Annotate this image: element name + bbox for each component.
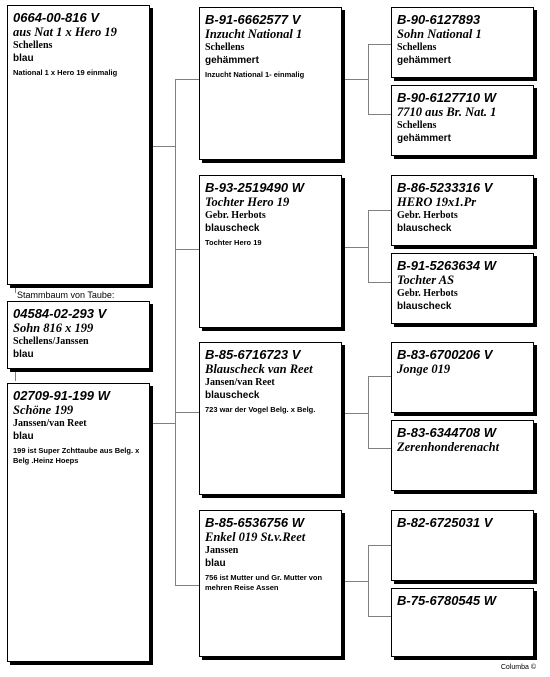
note: Tochter Hero 19 xyxy=(205,238,262,247)
connector-line xyxy=(342,79,368,80)
breeder: Janssen xyxy=(205,545,239,556)
note: Inzucht National 1- einmalig xyxy=(205,70,305,79)
pigeon-name: Jonge 019 xyxy=(397,362,451,376)
connector-line xyxy=(15,369,16,381)
ring-number: 02709-91-199 W xyxy=(13,388,110,403)
color: blau xyxy=(13,53,34,64)
pigeon-name: Zerenhonderenacht xyxy=(397,440,500,454)
connector-line xyxy=(150,146,176,147)
great-grandparent-card xyxy=(391,7,534,78)
grandparent-card xyxy=(199,342,342,495)
connector-line xyxy=(368,545,369,617)
connector-line xyxy=(368,210,393,211)
great-grandparent-card xyxy=(391,253,534,324)
breeder: Schellens/Janssen xyxy=(13,336,89,347)
connector-line xyxy=(175,412,200,413)
pigeon-name: Tochter AS xyxy=(397,273,455,287)
note: 199 ist Super Zchttaube aus Belg. x Belg .Heinz Hoeps xyxy=(13,446,140,465)
breeder: Jansen/van Reet xyxy=(205,377,275,388)
breeder: Schellens xyxy=(397,42,437,53)
connector-line xyxy=(368,114,393,115)
connector-line xyxy=(368,376,393,377)
color: gehämmert xyxy=(397,55,451,66)
great-grandparent-card xyxy=(391,175,534,246)
ring-number: B-85-6716723 V xyxy=(205,347,301,362)
pigeon-name: HERO 19x1.Pr xyxy=(397,195,477,209)
connector-line xyxy=(368,210,369,283)
connector-line xyxy=(175,79,176,585)
great-grandparent-card xyxy=(391,588,534,657)
color: blauscheck xyxy=(205,223,260,234)
ring-number: 04584-02-293 V xyxy=(13,306,107,321)
ring-number: B-82-6725031 V xyxy=(397,515,493,530)
color: blau xyxy=(13,431,34,442)
color: blauscheck xyxy=(205,390,260,401)
grandparent-card xyxy=(199,175,342,328)
connector-line xyxy=(368,545,393,546)
connector-line xyxy=(368,44,369,115)
great-grandparent-card xyxy=(391,342,534,413)
connector-line xyxy=(175,249,200,250)
connector-line xyxy=(150,423,176,424)
breeder: Schellens xyxy=(205,42,245,53)
breeder: Janssen/van Reet xyxy=(13,418,87,429)
connector-line xyxy=(175,79,200,80)
connector-line xyxy=(368,376,369,449)
pigeon-name: Enkel 019 St.v.Reet xyxy=(205,530,306,544)
color: blau xyxy=(13,349,34,360)
note: 756 ist Mutter und Gr. Mutter von mehren Reise Assen xyxy=(205,573,323,592)
great-grandparent-card xyxy=(391,420,534,491)
ring-number: B-83-6700206 V xyxy=(397,347,493,362)
pigeon-name: Inzucht National 1 xyxy=(205,27,303,41)
color: gehämmert xyxy=(205,55,259,66)
ring-number: B-93-2519490 W xyxy=(205,180,304,195)
color: blauscheck xyxy=(397,223,452,234)
pigeon-name: aus Nat 1 x Hero 19 xyxy=(13,25,117,39)
note: 723 war der Vogel Belg. x Belg. xyxy=(205,405,316,414)
ring-number: B-90-6127710 W xyxy=(397,90,496,105)
breeder: Gebr. Herbots xyxy=(397,210,458,221)
ring-number: B-91-5263634 W xyxy=(397,258,496,273)
connector-line xyxy=(342,581,368,582)
great-grandparent-card xyxy=(391,85,534,156)
great-grandparent-card xyxy=(391,510,534,581)
connector-line xyxy=(368,448,393,449)
connector-line xyxy=(15,285,16,293)
sire-card xyxy=(7,301,150,369)
breeder: Schellens xyxy=(397,120,437,131)
ring-number: 0664-00-816 V xyxy=(13,10,100,25)
ring-number: B-90-6127893 xyxy=(397,12,481,27)
pigeon-name: Sohn National 1 xyxy=(397,27,482,41)
grandparent-card xyxy=(199,7,342,160)
connector-line xyxy=(368,282,393,283)
ring-number: B-83-6344708 W xyxy=(397,425,496,440)
ring-number: B-86-5233316 V xyxy=(397,180,493,195)
pigeon-name: 7710 aus Br. Nat. 1 xyxy=(397,105,497,119)
breeder: Schellens xyxy=(13,40,53,51)
connector-line xyxy=(342,413,368,414)
connector-line xyxy=(368,44,393,45)
pigeon-name: Blauscheck van Reet xyxy=(205,362,313,376)
color: gehämmert xyxy=(397,133,451,144)
connector-line xyxy=(175,585,200,586)
connector-line xyxy=(368,616,393,617)
ring-number: B-91-6662577 V xyxy=(205,12,301,27)
pedigree-label: Stammbaum von Taube: xyxy=(17,290,115,300)
connector-line xyxy=(342,247,368,248)
pigeon-name: Sohn 816 x 199 xyxy=(13,321,94,335)
pigeon-card xyxy=(7,5,150,285)
dam-card xyxy=(7,383,150,662)
pigeon-name: Schöne 199 xyxy=(13,403,74,417)
color: blauscheck xyxy=(397,301,452,312)
breeder: Gebr. Herbots xyxy=(397,288,458,299)
note: National 1 x Hero 19 einmalig xyxy=(13,68,118,77)
ring-number: B-75-6780545 W xyxy=(397,593,496,608)
pigeon-name: Tochter Hero 19 xyxy=(205,195,290,209)
breeder: Gebr. Herbots xyxy=(205,210,266,221)
ring-number: B-85-6536756 W xyxy=(205,515,304,530)
grandparent-card xyxy=(199,510,342,657)
color: blau xyxy=(205,558,226,569)
copyright-footer: Columba © xyxy=(500,664,536,671)
